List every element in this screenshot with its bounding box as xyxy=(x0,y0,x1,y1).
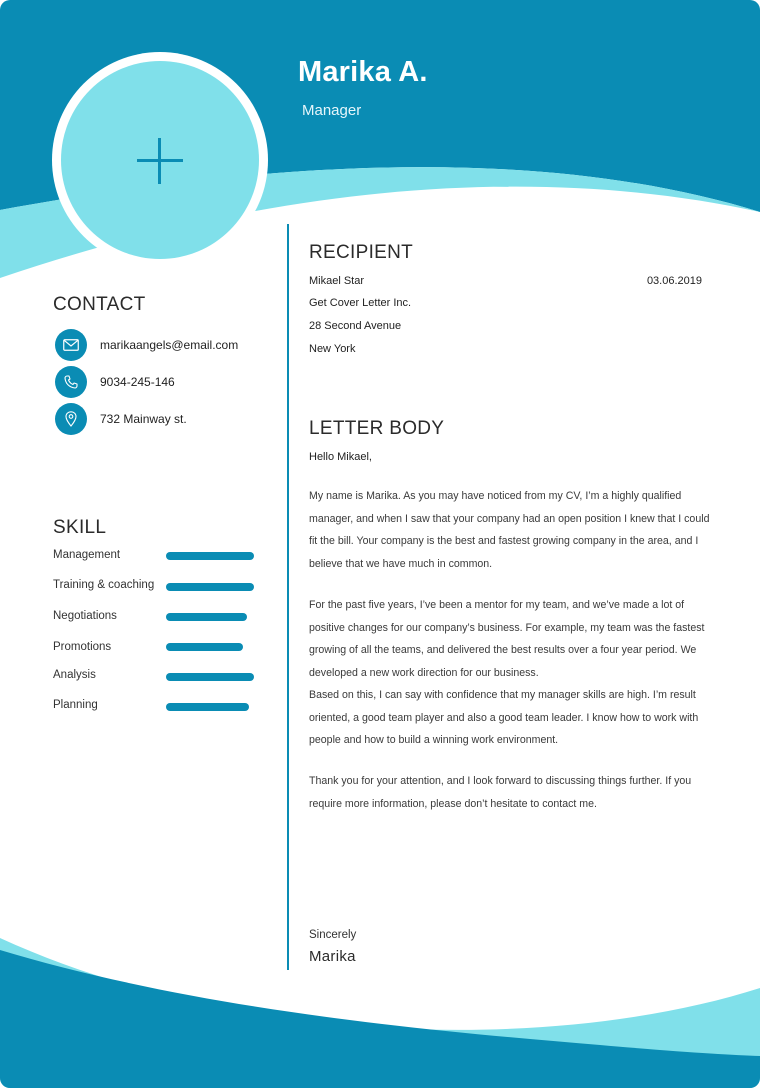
skill-label: Management xyxy=(53,549,121,561)
letter-paragraph: My name is Marika. As you may have noticed from my CV, I’m a highly qualified manager, and when I saw that your company had an open position I knew that I could fit the bill. Your company is the best and fastest growing company in the area, and I believe that we have much in common. xyxy=(309,490,710,571)
contact-address: 732 Mainway st. xyxy=(100,412,187,426)
applicant-role: Manager xyxy=(302,102,362,119)
letter-greeting: Hello Mikael, xyxy=(309,451,372,463)
skill-bar xyxy=(166,673,254,681)
letter-body-title: LETTER BODY xyxy=(309,418,445,439)
skill-bar xyxy=(166,613,247,621)
contact-address-row xyxy=(55,403,187,435)
skill-bar xyxy=(166,583,254,591)
skill-bar xyxy=(166,643,243,651)
recipient-company: Get Cover Letter Inc. xyxy=(309,297,412,309)
location-icon xyxy=(55,403,87,435)
mail-icon xyxy=(55,329,87,361)
column-divider xyxy=(287,224,289,970)
applicant-name: Marika A. xyxy=(298,56,428,88)
letter-signature: Marika xyxy=(309,948,356,965)
phone-icon xyxy=(55,366,87,398)
skill-label: Analysis xyxy=(53,669,96,681)
add-photo-button[interactable] xyxy=(61,61,259,259)
recipient-title: RECIPIENT xyxy=(309,242,414,263)
recipient-address: 28 Second Avenue xyxy=(309,320,402,332)
skill-label: Promotions xyxy=(53,641,112,653)
skill-label: Planning xyxy=(53,699,98,711)
recipient-name: Mikael Star xyxy=(309,275,365,287)
skill-label: Training & coaching xyxy=(53,579,155,591)
letter-date: 03.06.2019 xyxy=(646,275,702,287)
skill-label: Negotiations xyxy=(53,610,117,622)
contact-email[interactable]: marikaangels@email.com xyxy=(100,338,239,352)
contact-phone[interactable]: 9034-245-146 xyxy=(100,375,175,389)
contact-email-row xyxy=(55,329,238,361)
letter-paragraph: Thank you for your attention, and I look forward to discussing things further. If you require more information, please don’t hesitate to contact me. xyxy=(309,775,692,810)
recipient-city: New York xyxy=(309,343,356,355)
contact-phone-row xyxy=(55,366,175,398)
skill-bar xyxy=(166,703,249,711)
contact-title: CONTACT xyxy=(53,294,146,315)
letter-paragraph: For the past five years, I’ve been a mentor for my team, and we’ve made a lot of positive changes for our company’s business. For example, my team was the fastest growing of all the teams, and delivered the best results over a four year period. We developed a new work direction for our business. xyxy=(309,599,705,680)
skill-title: SKILL xyxy=(53,517,107,538)
letter-paragraph: Based on this, I can say with confidence that my manager skills are high. I’m result oriented, a good team player and also a good team leader. I know how to work with people and how to build a winning work environment. xyxy=(309,689,699,747)
skill-bar xyxy=(166,552,254,560)
letter-closing: Sincerely xyxy=(309,929,357,941)
profile-photo-frame xyxy=(52,52,268,268)
